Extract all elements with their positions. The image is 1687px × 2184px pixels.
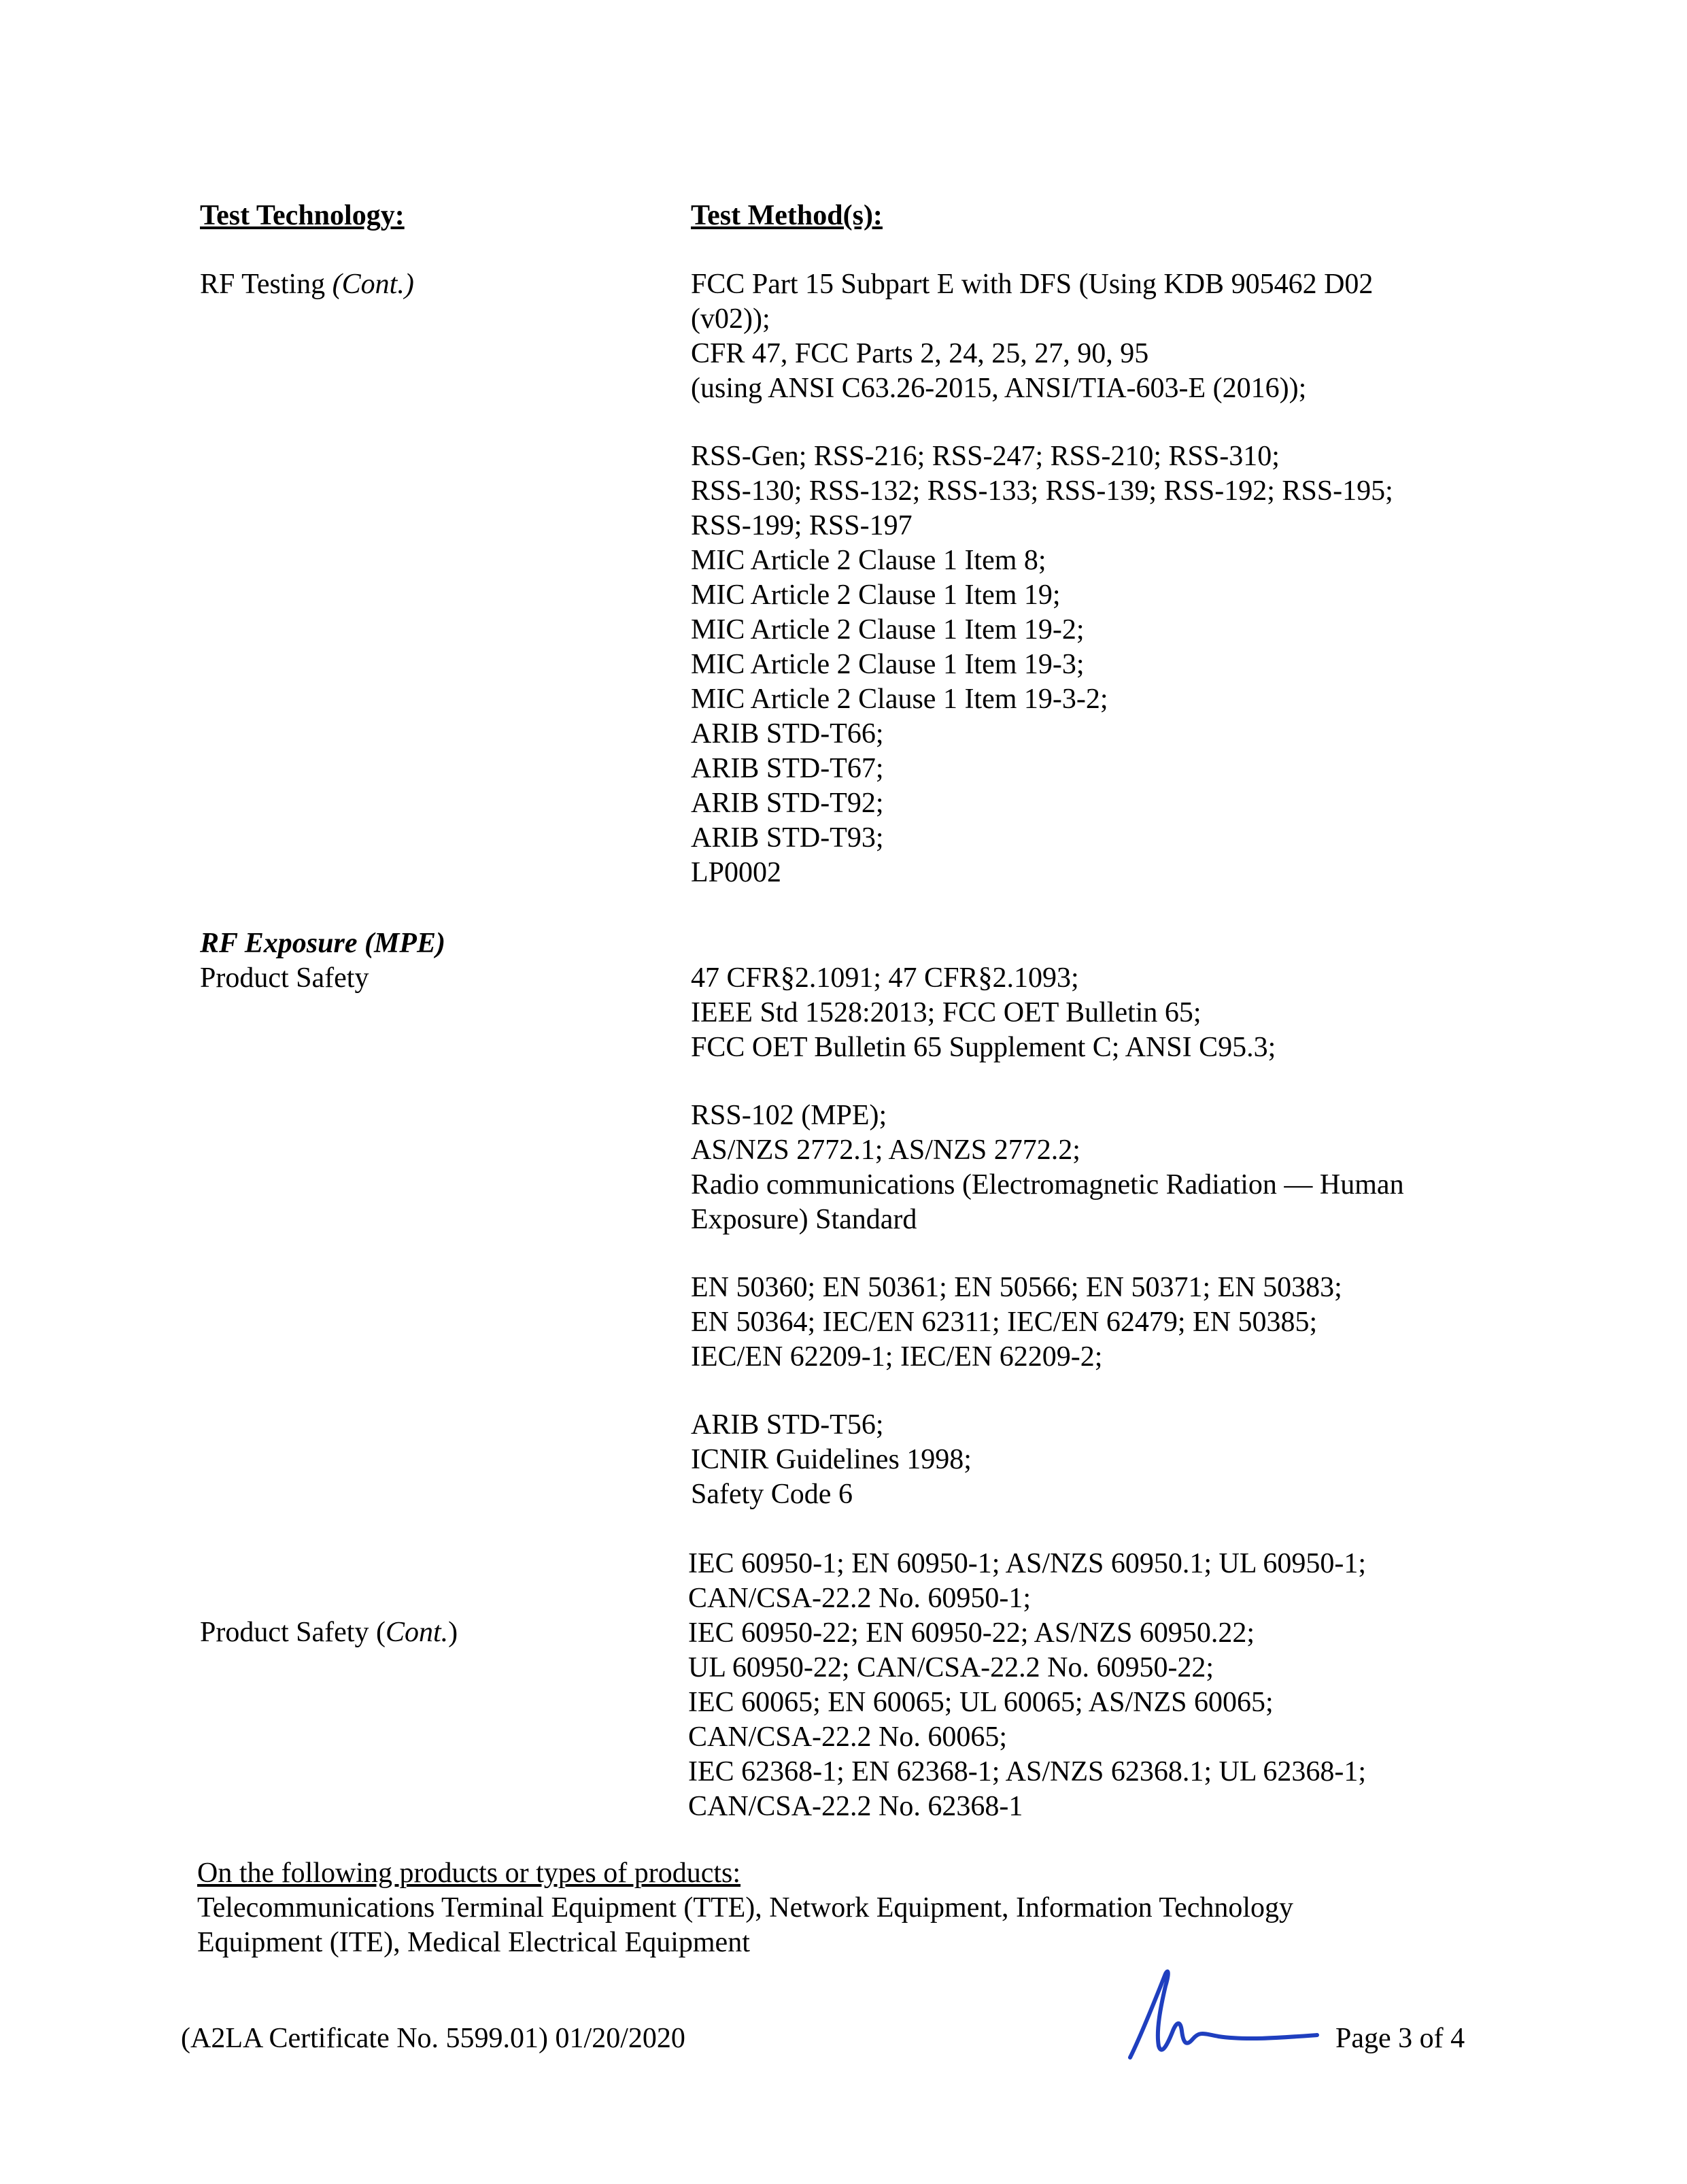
method-line: ARIB STD-T67;: [691, 753, 884, 784]
method-line: ARIB STD-T66;: [691, 718, 884, 750]
method-line: EN 50360; EN 50361; EN 50566; EN 50371; EN 50383;: [691, 1272, 1342, 1303]
method-line: RSS-130; RSS-132; RSS-133; RSS-139; RSS-192; RSS-195;: [691, 475, 1393, 507]
method-line: Radio communications (Electromagnetic Radiation — Human: [691, 1169, 1404, 1200]
method-line: MIC Article 2 Clause 1 Item 8;: [691, 545, 1046, 576]
method-line: CFR 47, FCC Parts 2, 24, 25, 27, 90, 95: [691, 338, 1149, 369]
method-line: ICNIR Guidelines 1998;: [691, 1444, 972, 1475]
method-line: IEEE Std 1528:2013; FCC OET Bulletin 65;: [691, 997, 1202, 1028]
method-line: RSS-199; RSS-197: [691, 510, 913, 541]
method-line: RSS-102 (MPE);: [691, 1100, 887, 1131]
method-line: CAN/CSA-22.2 No. 60950-1;: [688, 1583, 1032, 1614]
rf-exposure-methods-a: [691, 961, 1276, 1065]
method-line: IEC 62368-1; EN 62368-1; AS/NZS 62368.1; UL 62368-1;: [688, 1756, 1367, 1787]
method-line: (using ANSI C63.26-2015, ANSI/TIA-603-E (2016));: [691, 373, 1307, 404]
rf-testing-label: [200, 267, 414, 302]
method-line: ARIB STD-T56;: [691, 1409, 884, 1441]
rf-testing-methods-a: [691, 267, 1373, 406]
method-line: ARIB STD-T92;: [691, 788, 884, 819]
method-line: UL 60950-22; CAN/CSA-22.2 No. 60950-22;: [688, 1652, 1214, 1683]
method-line: IEC 60950-22; EN 60950-22; AS/NZS 60950.22;: [688, 1617, 1255, 1649]
technology-header: Test Technology:: [200, 200, 405, 231]
product-safety-label-text: Product Safety (: [200, 1617, 386, 1648]
method-line: MIC Article 2 Clause 1 Item 19-3-2;: [691, 684, 1108, 715]
method-line: MIC Article 2 Clause 1 Item 19;: [691, 579, 1061, 611]
page-number: Page 3 of 4: [1335, 2023, 1465, 2054]
method-line: CAN/CSA-22.2 No. 62368-1: [688, 1791, 1023, 1822]
products-list: [197, 1891, 1293, 1960]
rf-testing-label-text: RF Testing: [200, 269, 326, 300]
products-heading: On the following products or types of products:: [197, 1858, 741, 1889]
rf-exposure-methods-d: [691, 1408, 972, 1512]
rf-exposure-label: Product Safety: [200, 962, 369, 994]
method-line: (v02));: [691, 303, 770, 335]
method-line: IEC 60065; EN 60065; UL 60065; AS/NZS 60065;: [688, 1687, 1274, 1718]
products-line: Telecommunications Terminal Equipment (TTE), Network Equipment, Information Technology: [197, 1892, 1294, 1923]
method-line: CAN/CSA-22.2 No. 60065;: [688, 1721, 1008, 1753]
rf-testing-methods-b: [691, 439, 1393, 890]
method-line: IEC/EN 62209-1; IEC/EN 62209-2;: [691, 1341, 1103, 1373]
method-line: FCC Part 15 Subpart E with DFS (Using KDB 905462 D02: [691, 269, 1374, 300]
rf-exposure-heading: RF Exposure (MPE): [200, 928, 445, 959]
method-line: LP0002: [691, 857, 782, 888]
method-line: FCC OET Bulletin 65 Supplement C; ANSI C95.3;: [691, 1032, 1276, 1063]
method-line: Exposure) Standard: [691, 1204, 917, 1235]
product-safety-close: ): [448, 1617, 458, 1648]
method-line: AS/NZS 2772.1; AS/NZS 2772.2;: [691, 1135, 1080, 1166]
handwritten-signature-icon: [1123, 1966, 1320, 2077]
method-line: 47 CFR§2.1091; 47 CFR§2.1093;: [691, 962, 1079, 994]
method-line: MIC Article 2 Clause 1 Item 19-3;: [691, 649, 1085, 680]
rf-exposure-methods-b: [691, 1098, 1404, 1237]
method-line: EN 50364; IEC/EN 62311; IEC/EN 62479; EN 50385;: [691, 1307, 1318, 1338]
products-line: Equipment (ITE), Medical Electrical Equipment: [197, 1927, 750, 1958]
method-line: RSS-Gen; RSS-216; RSS-247; RSS-210; RSS-310;: [691, 441, 1280, 472]
method-line: ARIB STD-T93;: [691, 822, 884, 854]
product-safety-methods: [688, 1547, 1366, 1824]
method-line: Safety Code 6: [691, 1479, 853, 1510]
product-safety-cont: Cont.: [385, 1617, 449, 1648]
product-safety-label: [200, 1615, 458, 1650]
method-line: MIC Article 2 Clause 1 Item 19-2;: [691, 614, 1085, 645]
rf-exposure-methods-c: [691, 1271, 1342, 1375]
certificate-number: (A2LA Certificate No. 5599.01) 01/20/2020: [181, 2023, 685, 2054]
methods-header: Test Method(s):: [691, 200, 883, 231]
rf-testing-cont: (Cont.): [332, 269, 414, 300]
method-line: IEC 60950-1; EN 60950-1; AS/NZS 60950.1; UL 60950-1;: [688, 1548, 1367, 1579]
